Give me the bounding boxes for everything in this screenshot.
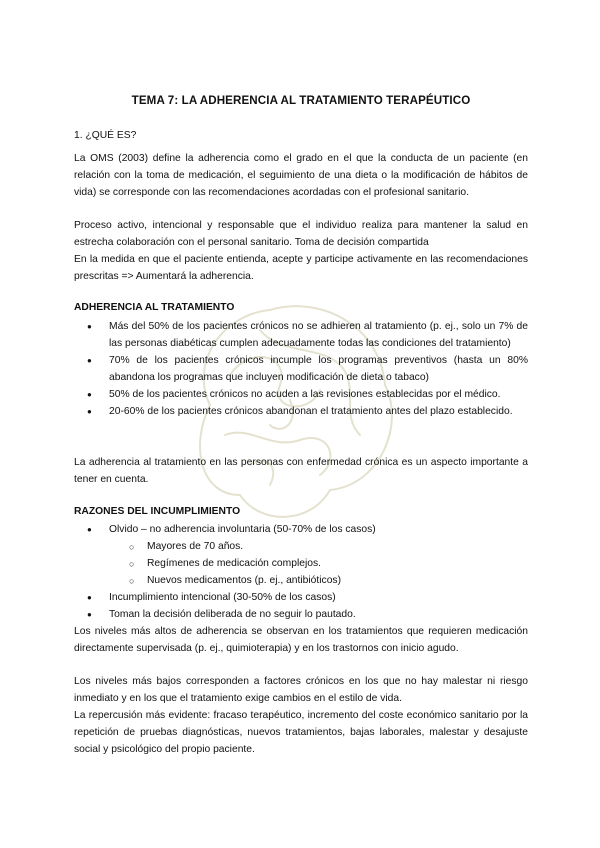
razones-bullet-list [74,522,528,539]
list-item: ● Olvido – no adherencia involuntaria (50-70% de los casos) [74,522,528,539]
razones-bullet-list-2 [74,590,528,624]
list-item: ● Toman la decisión deliberada de no seguir lo pautado. [74,607,528,624]
olvido-sub-list [74,539,528,590]
paragraph-niveles-altos: Los niveles más altos de adherencia se observan en los tratamientos que requieren medicación directamente supervisada (p. ej., quimioterapia) y en los trastornos con inicio agudo. [74,626,528,654]
section-heading-que-es: 1. ¿QUÉ ES? [74,130,137,141]
sub-list-item: ○ Nuevos medicamentos (p. ej., antibióticos) [74,573,528,590]
paragraph-medida-paciente: En la medida en que el paciente entienda, acepte y participe activamente en las recomendaciones prescritas => Aumentará la adherencia. [74,254,528,282]
paragraph-proceso-activo: Proceso activo, intencional y responsable que el individuo realiza para mantener la salud en estrecha colaboración con el personal sanitario. Toma de decisión compartida [74,220,528,248]
section-heading-razones: RAZONES DEL INCUMPLIMIENTO [74,506,241,517]
adherencia-bullet-list [74,319,528,420]
paragraph-repercusion: La repercusión más evidente: fracaso terapéutico, incremento del coste económico sanitario por la repetición de pruebas diagnósticas, nuevos tratamientos, bajas laborales, malestar y desajuste social y psicológico del propio paciente. [74,710,528,755]
paragraph-niveles-bajos: Los niveles más bajos corresponden a factores crónicos en los que no hay malestar ni riesgo inmediato y en los que el tratamiento exige cambios en el estilo de vida. [74,676,528,704]
list-item: ● 70% de los pacientes crónicos incumple los programas preventivos (hasta un 80% abandona los programas que incluyen modificación de dieta o tabaco) [74,353,528,387]
paragraph-oms-definition: La OMS (2003) define la adherencia como el grado en el que la conducta de un paciente (en relación con la toma de medicación, el seguimiento de una dieta o la modificación de hábitos de vida) se corresponde con las recomendaciones acordadas con el profesional sanitario. [74,153,528,198]
section-heading-adherencia: ADHERENCIA AL TRATAMIENTO [74,302,235,313]
list-item: ● Más del 50% de los pacientes crónicos no se adhieren al tratamiento (p. ej., solo un 7% de las personas diabéticas cumplen adecuadamente todas las condiciones del tratamiento) [74,319,528,353]
sub-list-item: ○ Mayores de 70 años. [74,539,528,556]
paragraph-adherencia-closing: La adherencia al tratamiento en las personas con enfermedad crónica es un aspecto importante a tener en cuenta. [74,457,528,485]
sub-list-item: ○ Regímenes de medicación complejos. [74,556,528,573]
list-item: ● 20-60% de los pacientes crónicos abandonan el tratamiento antes del plazo establecido. [74,404,528,421]
list-item: ● 50% de los pacientes crónicos no acuden a las revisiones establecidas por el médico. [74,387,528,404]
document-title: TEMA 7: LA ADHERENCIA AL TRATAMIENTO TERAPÉUTICO [131,94,471,107]
list-item: ● Incumplimiento intencional (30-50% de los casos) [74,590,528,607]
